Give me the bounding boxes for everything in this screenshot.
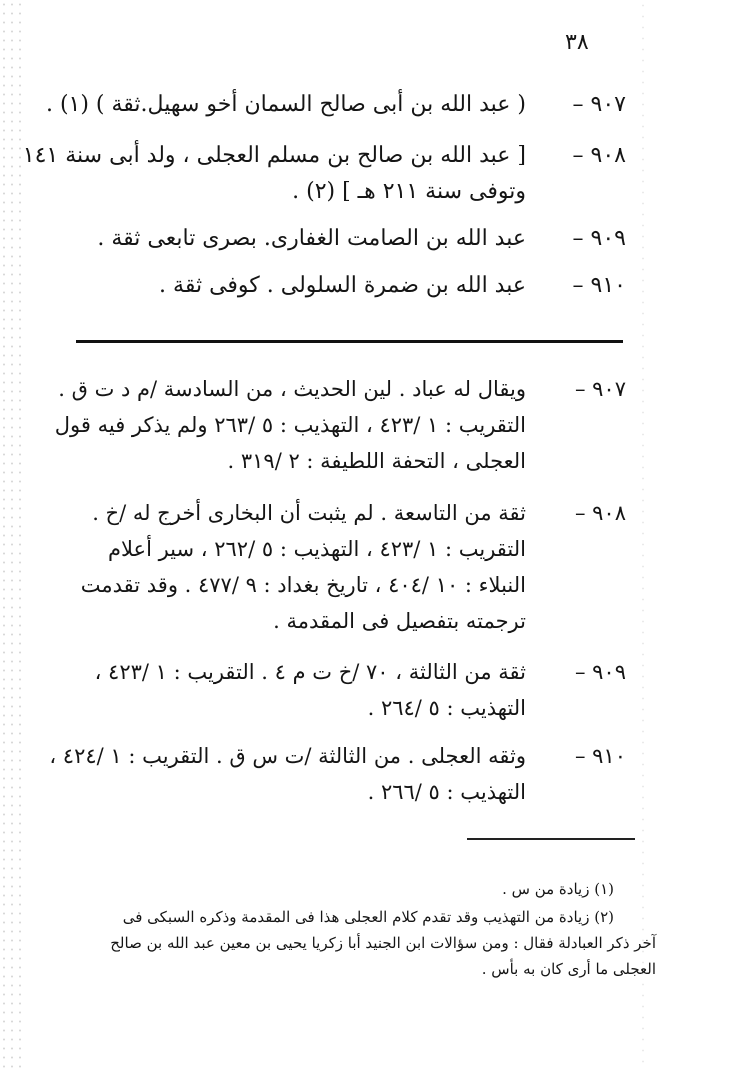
entry-line: وتوفى سنة ٢١١ هـ ] (٢) . <box>292 179 526 204</box>
note-entry <box>54 377 626 487</box>
note-line: ويقال له عباد . لين الحديث ، من السادسة /م د ت ق . <box>58 377 526 401</box>
entry-line: عبد الله بن الصامت الغفارى. بصرى تابعى ثقة . <box>97 226 526 251</box>
note-line: التهذيب : ٥ /٢٦٦ . <box>367 780 526 804</box>
note-line: النبلاء : ١٠ /٤٠٤ ، تاريخ بغداد : ٩ /٤٧٧ . وقد تقدمت <box>80 573 526 597</box>
note-line: التقريب : ١ /٤٢٣ ، التهذيب : ٥ /٢٦٢ ، سير أعلام <box>108 537 526 561</box>
entry-number: ٩٠٨ – <box>572 143 626 168</box>
note-entry <box>49 744 626 814</box>
scan-line-artifact <box>640 0 646 1069</box>
page-number: ٣٨ <box>565 30 589 55</box>
note-number: ٩١٠ – <box>574 744 626 768</box>
note-line: التقريب : ١ /٤٢٣ ، التهذيب : ٥ /٢٦٣ ولم يذكر فيه قول <box>54 413 526 437</box>
main-entry <box>45 92 626 122</box>
footnote-divider <box>467 838 635 840</box>
entry-number: ٩٠٧ – <box>572 92 626 117</box>
scan-edge-artifact <box>0 0 22 1069</box>
note-number: ٩٠٧ – <box>574 377 626 401</box>
note-line: وثقه العجلى . من الثالثة /ت س ق . التقريب : ١ /٤٢٤ ، <box>49 744 526 768</box>
footnote-line: (٢) زيادة من التهذيب وقد تقدم كلام العجلى هذا فى المقدمة وذكره السبكى فى <box>122 908 614 926</box>
entry-line: [ عبد الله بن صالح بن مسلم العجلى ، ولد أبى سنة ١٤١ <box>22 143 526 168</box>
main-entry <box>66 273 626 303</box>
entry-line: ( عبد الله بن أبى صالح السمان أخو سهيل.ثقة ) (١) . <box>45 92 526 117</box>
note-number: ٩٠٨ – <box>574 501 626 525</box>
note-line: ثقة من الثالثة ، ٧٠ /خ ت م ٤ . التقريب : ١ /٤٢٣ ، <box>94 660 526 684</box>
entry-number: ٩٠٩ – <box>572 226 626 251</box>
note-line: ترجمته بتفصيل فى المقدمة . <box>273 609 526 633</box>
entry-line: عبد الله بن ضمرة السلولى . كوفى ثقة . <box>159 273 526 298</box>
footnote-line: العجلى ما أرى كان به بأس . <box>481 960 656 978</box>
footnote-line: آخر ذكر العبادلة فقال : ومن سؤالات ابن الجنيد أبا زكريا يحيى بن معين عبد الله بن صالح <box>110 934 656 952</box>
main-entry <box>22 143 626 213</box>
footnote-line: (١) زيادة من س . <box>502 880 614 898</box>
entry-number: ٩١٠ – <box>572 273 626 298</box>
note-line: التهذيب : ٥ /٢٦٤ . <box>367 696 526 720</box>
note-entry <box>66 501 626 651</box>
note-line: ثقة من التاسعة . لم يثبت أن البخارى أخرج له /خ . <box>92 501 526 525</box>
main-entry <box>66 226 626 256</box>
note-entry <box>66 660 626 730</box>
note-number: ٩٠٩ – <box>574 660 626 684</box>
section-divider <box>76 340 623 343</box>
note-line: العجلى ، التحفة اللطيفة : ٢ /٣١٩ . <box>227 449 526 473</box>
